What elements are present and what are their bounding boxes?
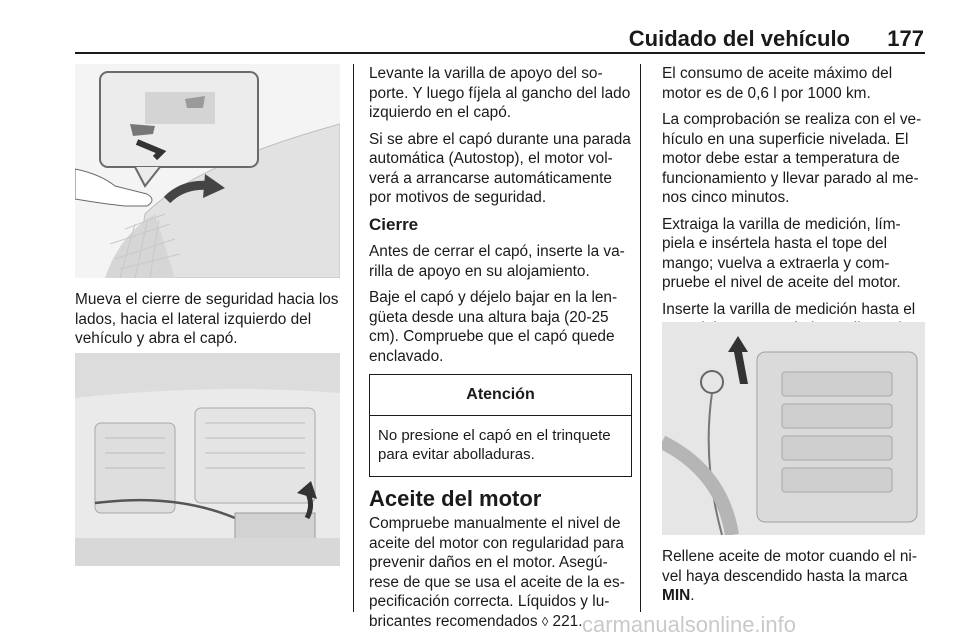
paragraph: Antes de cerrar el capó, inserte la varilla de apoyo en su alojamiento.	[369, 243, 625, 280]
paragraph: Extraiga la varilla de medición, límpiela e insértela hasta el tope del mango; vuelva a extraerla y compruebe el nivel de aceite del motor.	[662, 215, 901, 291]
section-heading: Aceite del motor	[369, 485, 542, 511]
paragraph: Si se abre el capó durante una parada automática (Autostop), el motor volverá a arrancarse automáticamente por motivos de seguridad.	[369, 130, 631, 206]
paragraph: Inserte la varilla de medición hasta el	[662, 300, 916, 318]
hood-release-figure	[75, 64, 340, 278]
watermark: carmanualsonline.info	[582, 612, 797, 637]
page-number: 177	[887, 26, 924, 51]
running-header-title: Cuidado del vehículo	[628, 26, 850, 51]
paragraph: Baje el capó y déjelo bajar en la lengüeta desde una altura baja (20-25 cm). Compruebe que el capó quede enclavado.	[369, 289, 618, 365]
section-heading: Cierre	[369, 214, 419, 234]
page-reference[interactable]: 221.	[552, 612, 583, 630]
min-mark: MIN	[662, 587, 691, 604]
paragraph: La comprobación se realiza con el vehículo en una superficie nivelada. El motor debe estar a temperatura de funcionamiento y llevar parado al menos cinco minutos.	[662, 111, 922, 206]
caption-text: Mueva el cierre de seguridad hacia los lados, hacia el lateral izquierdo del vehículo y abra el capó.	[75, 291, 339, 347]
column-divider	[640, 64, 641, 612]
paragraph: El consumo de aceite máximo del motor es de 0,6 l por 1000 km.	[662, 65, 893, 102]
dipstick-figure	[662, 322, 925, 535]
notice-box	[369, 374, 632, 477]
paragraph: Rellene aceite de motor cuando el nivel haya descendido hasta la marca MIN.	[662, 548, 917, 604]
engine-bay-figure	[75, 353, 340, 566]
header-rule	[75, 52, 925, 54]
notice-title: Atención	[370, 375, 631, 416]
page-reference-icon: ◊	[541, 613, 549, 629]
paragraph: Compruebe manualmente el nivel de aceite del motor con regularidad para prevenir daños en el motor. Asegúrese de que se usa el aceite de la especificación correcta. Líquidos y lubricantes recomendados ◊ 221.	[369, 515, 625, 630]
paragraph: Levante la varilla de apoyo del soporte. Y luego fíjela al gancho del lado izquierdo en el capó.	[369, 65, 631, 121]
column-divider	[353, 64, 354, 612]
notice-body: No presione el capó en el trinquete para evitar abolladuras.	[378, 426, 611, 463]
